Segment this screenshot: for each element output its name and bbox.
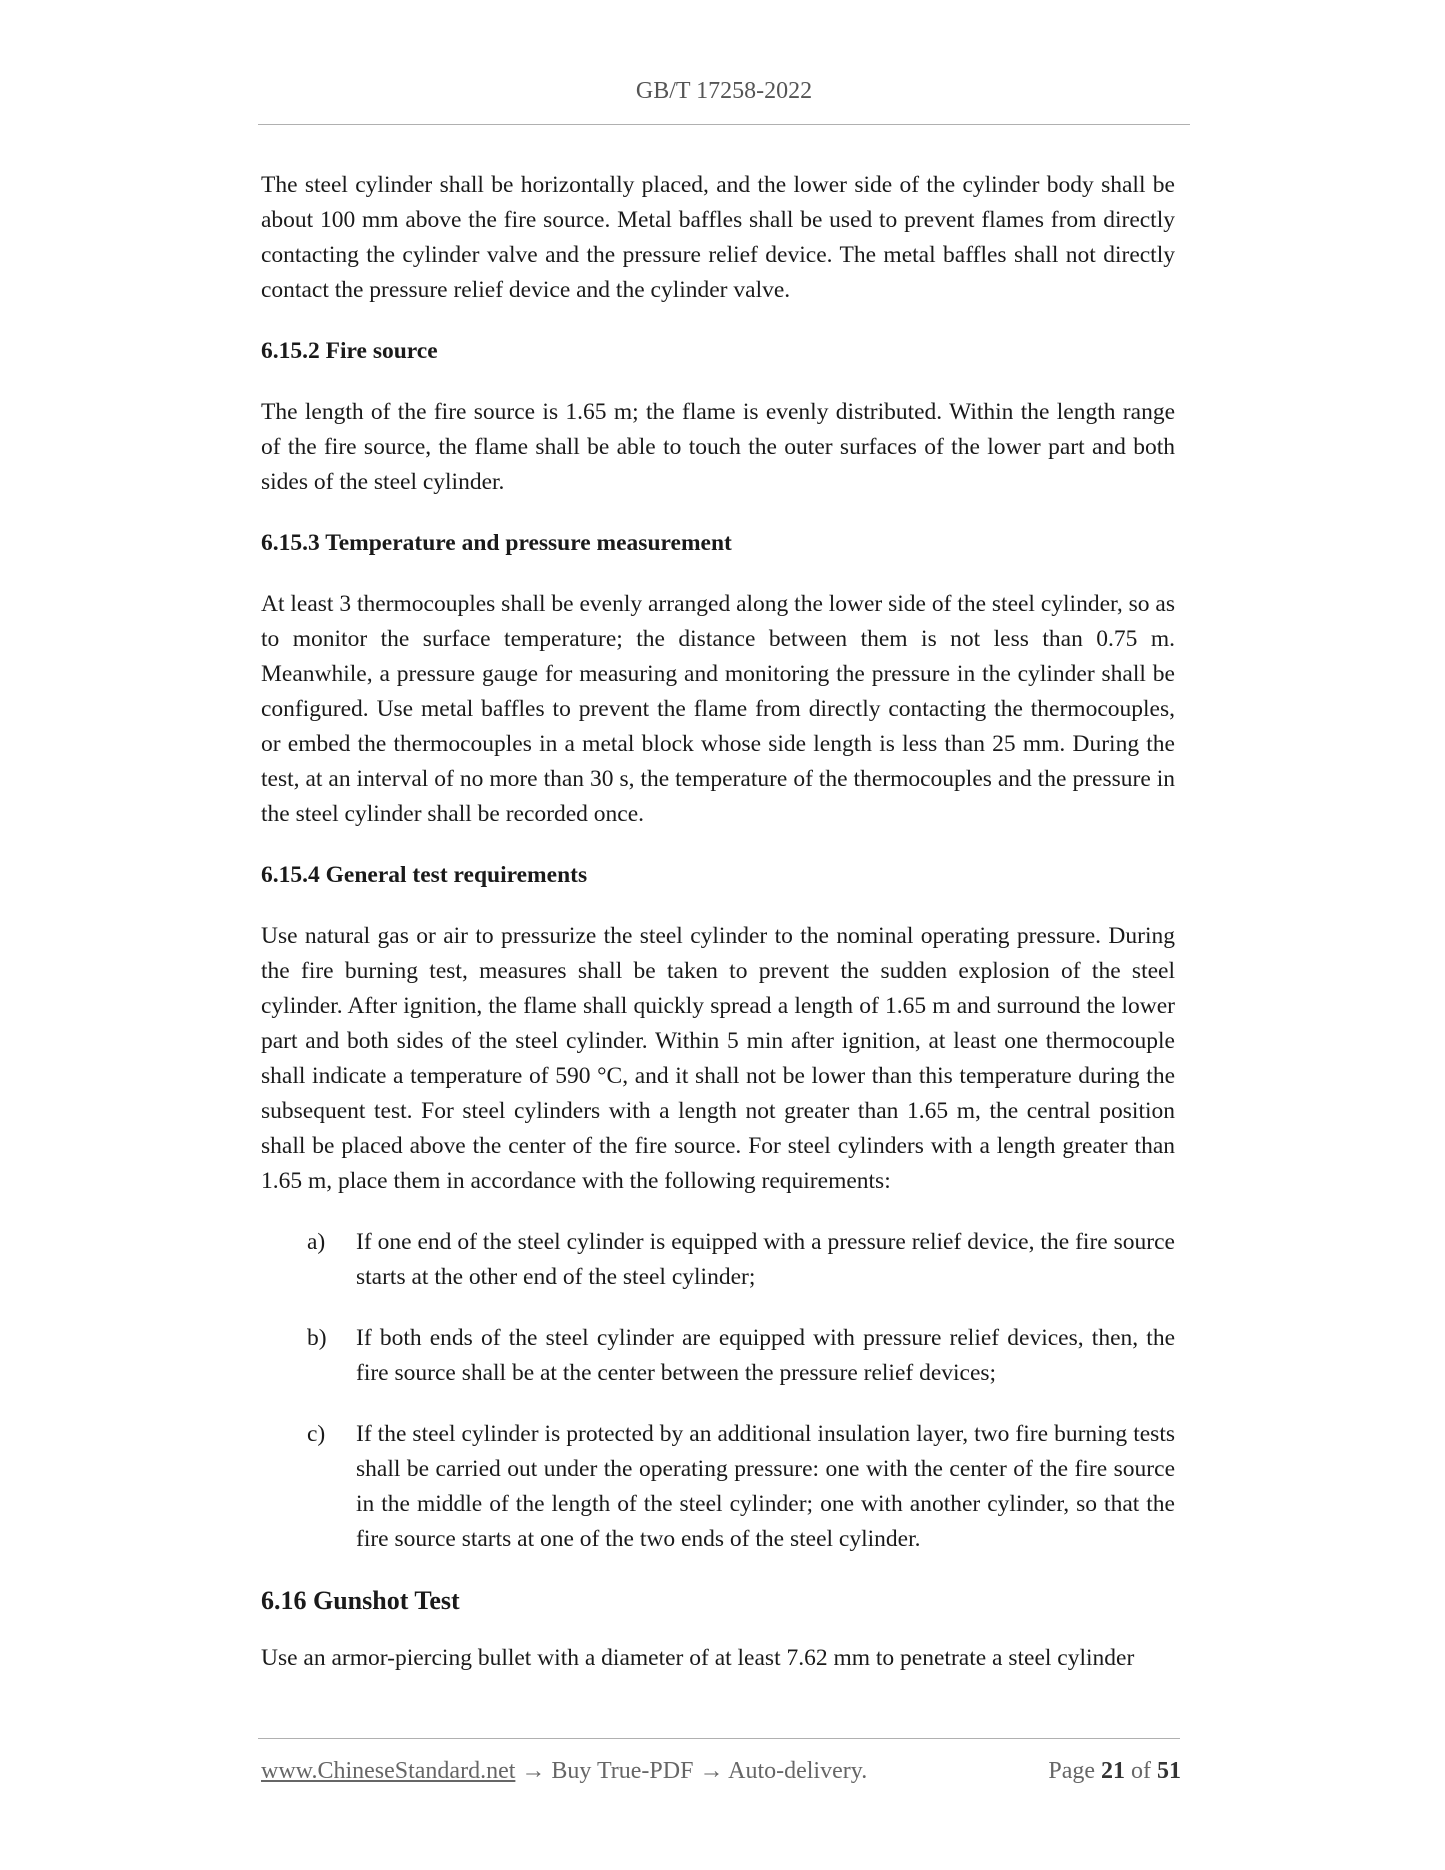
list-item-text: If the steel cylinder is protected by an additional insulation layer, two fire burning tests shall be carried out under the operating pressure: one with the center of the fire source in the middle of the length of the steel cylinder; one with another cylinder, so that the fire source starts at one of the two ends of the steel cylinder. [356,1421,1175,1552]
footer-divider [258,1738,1180,1739]
list-item-c [307,1417,1175,1557]
footer-promo-text: → Buy True-PDF → Auto-delivery. [515,1758,868,1784]
list-marker: c) [307,1421,326,1447]
section-6-15-2-heading: 6.15.2 Fire source [261,338,438,364]
list-item-a [307,1225,1175,1295]
section-6-15-2-text: The length of the fire source is 1.65 m; the flame is evenly distributed. Within the length range of the fire source, the flame shall be able to touch the outer surfaces of the lower part and both sides of the steel cylinder. [261,399,1175,495]
footer-promo [261,1758,867,1785]
page-prefix: Page [1048,1758,1101,1784]
intro-paragraph: The steel cylinder shall be horizontally placed, and the lower side of the cylinder body shall be about 100 mm above the fire source. Metal baffles shall be used to prevent flames from directly contacting the cylinder valve and the pressure relief device. The metal baffles shall not directly contact the pressure relief device and the cylinder valve. [261,172,1175,303]
page-of: of [1125,1758,1157,1784]
list-marker: b) [307,1325,327,1351]
page-footer [261,1758,1181,1785]
section-6-15-4-heading: 6.15.4 General test requirements [261,862,588,888]
section-6-16-text: Use an armor-piercing bullet with a diameter of at least 7.62 mm to penetrate a steel cylinder [261,1645,1135,1671]
website-link[interactable]: www.ChineseStandard.net [261,1758,516,1784]
current-page: 21 [1101,1758,1125,1784]
total-pages: 51 [1157,1758,1181,1784]
list-marker: a) [307,1229,326,1255]
section-6-15-3-heading: 6.15.3 Temperature and pressure measurement [261,530,732,556]
section-6-16-heading: 6.16 Gunshot Test [261,1586,460,1615]
header-divider [258,124,1190,125]
list-item-b [307,1321,1175,1391]
list-item-text: If one end of the steel cylinder is equipped with a pressure relief device, the fire source starts at the other end of the steel cylinder; [356,1229,1175,1290]
section-6-15-4-text: Use natural gas or air to pressurize the steel cylinder to the nominal operating pressure. During the fire burning test, measures shall be taken to prevent the sudden explosion of the steel cylinder. After ignition, the flame shall quickly spread a length of 1.65 m and surround the lower part and both sides of the steel cylinder. Within 5 min after ignition, at least one thermocouple shall indicate a temperature of 590 °C, and it shall not be lower than this temperature during the subsequent test. For steel cylinders with a length not greater than 1.65 m, the central position shall be placed above the center of the fire source. For steel cylinders with a length greater than 1.65 m, place them in accordance with the following requirements: [261,923,1175,1194]
page-number [1048,1758,1181,1785]
document-header: GB/T 17258-2022 [635,78,813,104]
section-6-15-3-text: At least 3 thermocouples shall be evenly arranged along the lower side of the steel cylinder, so as to monitor the surface temperature; the distance between them is not less than 0.75 m. Meanwhile, a pressure gauge for measuring and monitoring the pressure in the cylinder shall be configured. Use metal baffles to prevent the flame from directly contacting the thermocouples, or embed the thermocouples in a metal block whose side length is less than 25 mm. During the test, at an interval of no more than 30 s, the temperature of the thermocouples and the pressure in the steel cylinder shall be recorded once. [261,591,1175,827]
document-body [261,168,1175,1702]
list-item-text: If both ends of the steel cylinder are equipped with pressure relief devices, then, the fire source shall be at the center between the pressure relief devices; [356,1325,1175,1386]
